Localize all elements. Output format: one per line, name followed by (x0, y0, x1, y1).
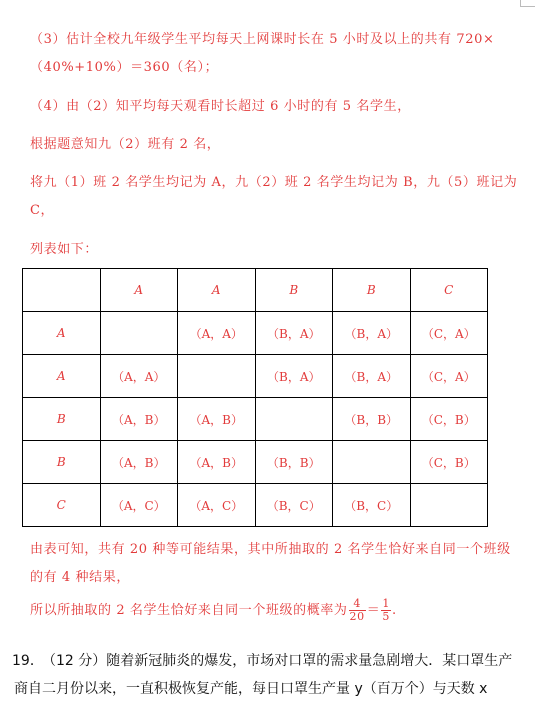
table-header-cell: C (410, 269, 488, 312)
table-row (23, 312, 488, 355)
table-row (23, 441, 488, 484)
answer-line-6: 将九（1）班 2 名学生均记为 A，九（2）班 2 名学生均记为 B，九（5）班记为 (30, 175, 518, 190)
probability-text: 所以所抽取的 2 名学生恰好来自同一个班级的概率为 (30, 603, 348, 618)
table-cell: （A，A） (100, 355, 178, 398)
table-cell: （A，C） (100, 484, 178, 527)
table-cell (333, 441, 411, 484)
table-cell (100, 312, 178, 355)
table-cell: （A，B） (178, 441, 256, 484)
period: . (391, 603, 397, 618)
table-cell: （B，A） (333, 312, 411, 355)
table-cell: （C，B） (410, 441, 488, 484)
table-cell: （B，A） (255, 355, 333, 398)
table-header-cell: A (100, 269, 178, 312)
table-row-header: C (23, 484, 101, 527)
table-cell: （B，C） (255, 484, 333, 527)
question-19-line-1: （12 分）随着新冠肺炎的爆发，市场对口罩的需求量急剧增大．某口罩生产 (42, 653, 513, 669)
table-row (23, 355, 488, 398)
table-row-header: B (23, 441, 101, 484)
table-cell: （C，A） (410, 312, 488, 355)
table-cell: （A，B） (100, 441, 178, 484)
fraction-4-20 (349, 598, 366, 623)
answer-line-4: （4）由（2）知平均每天观看时长超过 6 小时的有 5 名学生， (30, 99, 411, 114)
table-row (23, 398, 488, 441)
fraction-numerator: 1 (382, 597, 390, 610)
probability-line (30, 598, 397, 623)
answer-line-6-cont: C， (30, 203, 55, 218)
table-cell (255, 398, 333, 441)
table-header-row (23, 269, 488, 312)
table-cell: （C，A） (410, 355, 488, 398)
table-cell: （B，A） (333, 355, 411, 398)
table-row-header: A (23, 355, 101, 398)
table-cell: （A，B） (178, 398, 256, 441)
page-corner-mark (520, 0, 535, 7)
conclusion-line-1: 由表可知，共有 20 种等可能结果，其中所抽取的 2 名学生恰好来自同一个班级 (30, 542, 511, 557)
question-number: 19． (12, 653, 44, 669)
question-19-line-2: 商自二月份以来，一直积极恢复产能，每日口罩生产量 y（百万个）与天数 x (14, 681, 488, 697)
table-cell: （A，B） (100, 398, 178, 441)
answer-line-7: 列表如下： (30, 242, 99, 257)
table-cell: （A，C） (178, 484, 256, 527)
answer-line-3: （3）估计全校九年级学生平均每天上网课时长在 5 小时及以上的共有 720× (30, 32, 495, 47)
table-row-header: A (23, 312, 101, 355)
table-corner-cell (23, 269, 101, 312)
table-cell: （B，B） (333, 398, 411, 441)
table-header-cell: A (178, 269, 256, 312)
table-header-cell: B (333, 269, 411, 312)
conclusion-line-2: 的有 4 种结果， (30, 570, 130, 585)
answer-line-3-cont: （40%+10%）＝360（名）； (30, 60, 219, 75)
table-cell: （B，C） (333, 484, 411, 527)
table-cell: （B，A） (255, 312, 333, 355)
table-row (23, 484, 488, 527)
table-header-cell: B (255, 269, 333, 312)
table-cell: （A，A） (178, 312, 256, 355)
fraction-numerator: 4 (349, 598, 366, 611)
fraction-1-5 (381, 598, 391, 623)
outcome-table (22, 268, 488, 527)
fraction-denominator: 20 (349, 610, 365, 623)
table-cell: （B，B） (255, 441, 333, 484)
table-cell (410, 484, 488, 527)
table-cell (178, 355, 256, 398)
answer-line-5: 根据题意知九（2）班有 2 名， (30, 137, 221, 152)
table-cell: （C，B） (410, 398, 488, 441)
table-row-header: B (23, 398, 101, 441)
equals-sign: ＝ (366, 603, 381, 618)
fraction-denominator: 5 (382, 610, 390, 623)
